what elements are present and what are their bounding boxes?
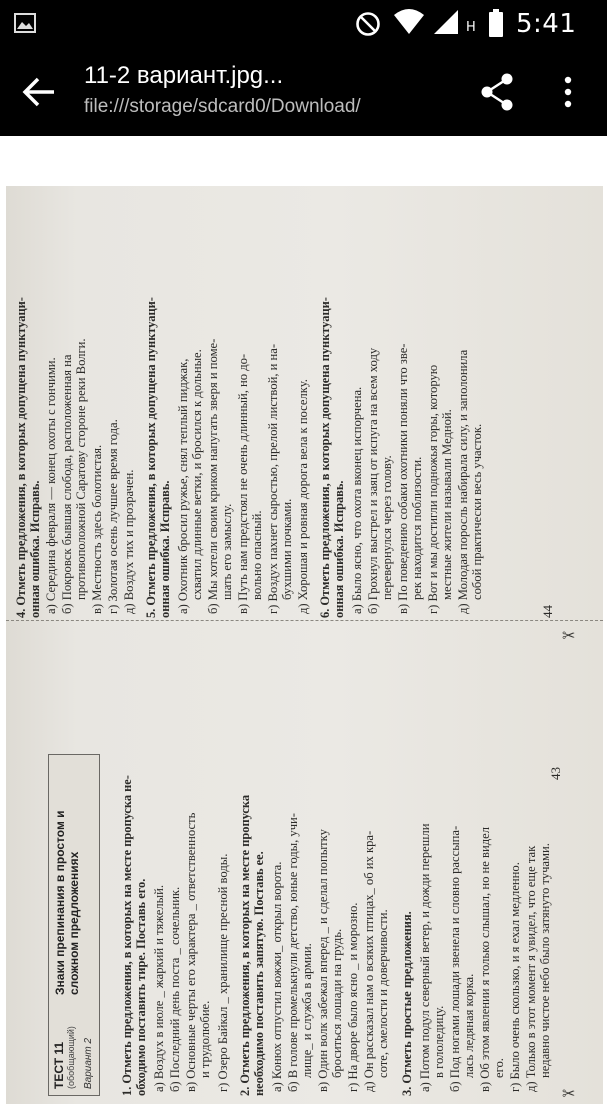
q6-item: г) Вот и мы достигли подножья горы, которую (426, 364, 440, 614)
q6-heading-2: онная ошибка. Исправь. (332, 480, 346, 618)
scissors-icon: ✂ (562, 1084, 576, 1103)
q1-item: а) Воздух в июле _ жаркий и тяжелый. (152, 884, 166, 1092)
page-43 (12, 716, 592, 1096)
q6-heading-1: 6. Отметь предложения, в которых допущена пунктуаци- (318, 297, 332, 618)
q3-item: лась ледяная корка. (462, 973, 476, 1078)
q5-item: а) Охотник бросил ружье, снял теплый пиджак, (176, 358, 190, 614)
image-icon (14, 13, 36, 33)
q3-item: его. (492, 1058, 506, 1078)
q3-item: в гололедицу. (432, 1005, 446, 1078)
q2-item: в) Один волк забежал вперед _ и сделал попытку (316, 829, 330, 1092)
status-bar (0, 0, 607, 48)
q6-item: собой практически весь участок. (470, 423, 484, 600)
q1-item: г) Озеро Байкал _ хранилище пресной воды. (216, 853, 230, 1092)
q6-item: д) Молодая поросль набирала силу, и заполонила (456, 349, 470, 614)
q2-item: броситься лошади на грудь. (330, 928, 344, 1078)
q5-heading-2: онная ошибка. Исправь. (158, 480, 172, 618)
scanned-photo (6, 186, 603, 1104)
q2-item: б) В голове промелькнули детство, юные годы, учи- (286, 813, 300, 1092)
test-sub: (обобщающий) (66, 1026, 76, 1089)
q3-item: б) Под ногами лошади звенела и словно рассыпа- (448, 825, 462, 1092)
q1-item: и трудолюбие. (198, 1000, 212, 1078)
q4-item: в) Местность здесь болотистая. (90, 444, 104, 614)
q1-heading-1: 1. Отметь предложения, в которых на месте пропуска не- (120, 775, 134, 1096)
q2-heading-2: необходимо поставить запятую. Поставь ее. (252, 851, 266, 1096)
q3-item: недавно чистое небо было затянуто тучами. (538, 843, 552, 1078)
q3-item: в) Об этом явлении я только слышал, но не видел (478, 827, 492, 1092)
q6-item: а) Было ясно, что охота вконец испорчена. (350, 386, 364, 614)
test-label: ТЕСТ 11 (52, 1041, 66, 1089)
q5-item: б) Мы хотели своим криком напугать зверя и поме- (206, 338, 220, 614)
q5-heading-1: 5. Отметь предложения, в которых допущена пунктуаци- (144, 297, 158, 618)
wifi-icon (393, 9, 425, 35)
q3-item: а) Потом подул северный ветер, и дожди перешли (418, 823, 432, 1092)
arrow-back-icon[interactable] (20, 72, 60, 112)
page-fold-line (6, 620, 603, 623)
q3-item: г) Было очень скользко, и я ехал медленно. (508, 862, 522, 1092)
q6-item: местные жители называли Медной. (440, 409, 454, 600)
battery-icon (488, 9, 504, 37)
q5-item: в) Путь нам предстоял не очень длинный, но до- (236, 353, 250, 614)
q3-item: д) Только в этот момент я увидел, что еще так (524, 845, 538, 1092)
image-viewer[interactable] (0, 136, 607, 1103)
test-topic: Знаки препинания в простом и сложном предложениях (53, 810, 81, 995)
q1-item: в) Основные черты его характера _ ответственность (184, 812, 198, 1092)
file-path: file:///storage/sdcard0/Download/ (84, 96, 361, 117)
q6-item: рек находится поблизости. (410, 456, 424, 600)
test-header-box (48, 754, 100, 1096)
q5-item: бухшими почками. (280, 498, 294, 600)
app-toolbar (0, 48, 607, 136)
q1-item: б) Последний день поста _ сочельник. (168, 886, 182, 1092)
q5-item: вольно опасный. (250, 510, 264, 600)
q2-item: г) На дворе было ясно _ и морозно. (346, 902, 360, 1092)
q4-heading-1: 4. Отметь предложения, в которых допущена пунктуаци- (14, 297, 28, 618)
q5-item: г) Воздух пахнет сыростью, прелой листвой, и на- (266, 343, 280, 614)
q1-heading-2: обходимо поставить тире. Поставь его. (134, 878, 148, 1096)
clock: 5:41 (516, 9, 577, 39)
network-type-label: H (466, 20, 476, 35)
q4-item: б) Покровск бывшая слобода, расположенная на (60, 354, 74, 614)
q6-item: перевернулся через голову. (380, 455, 394, 600)
more-vert-icon[interactable] (556, 70, 580, 114)
page-number-43: 43 (548, 767, 563, 780)
q2-item: а) Конюх отпустил вожжи_ открыл ворота. (270, 861, 284, 1092)
q5-item: схватил длинные ветки, и бросился к дольные. (190, 349, 204, 600)
q3-heading: 3. Отметь простые предложения. (400, 911, 414, 1096)
cell-signal-icon (432, 9, 460, 35)
q6-item: в) По поведению собаки охотники поняли что зве- (396, 343, 410, 614)
q4-item: а) Середина февраля — конец охоты с гончими. (44, 357, 58, 614)
page-number-44: 44 (540, 605, 555, 618)
scissors-icon: ✂ (562, 626, 576, 645)
q2-item: лище_ и служба в армии. (300, 943, 314, 1078)
file-title: 11-2 вариант.jpg... (84, 62, 284, 89)
q4-item: д) Воздух тих и прозрачен. (122, 469, 136, 614)
q6-item: б) Грохнул выстрел и заяц от испуга на всем ходу (366, 347, 380, 614)
q5-item: шать его замыслу. (220, 503, 234, 600)
q4-item: г) Золотая осень лучшее время года. (106, 419, 120, 614)
q5-item: д) Хорошая и ровная дорога вела к поселку. (296, 379, 310, 614)
q4-item: противоположной Саратову стороне реки Волги. (74, 338, 88, 600)
share-icon[interactable] (478, 70, 518, 114)
page-44 (12, 288, 592, 618)
variant-label: Вариант 2 (83, 1037, 94, 1089)
do-not-disturb-icon (355, 11, 381, 37)
q4-heading-2: онная ошибка. Исправь. (28, 480, 42, 618)
q2-item: д) Он рассказал нам о всяких птицах_ об их кра- (362, 830, 376, 1092)
q2-item: соте, смелости и доверчивости. (376, 909, 390, 1078)
q2-heading-1: 2. Отметь предложения, в которых на месте пропуска (238, 794, 252, 1096)
